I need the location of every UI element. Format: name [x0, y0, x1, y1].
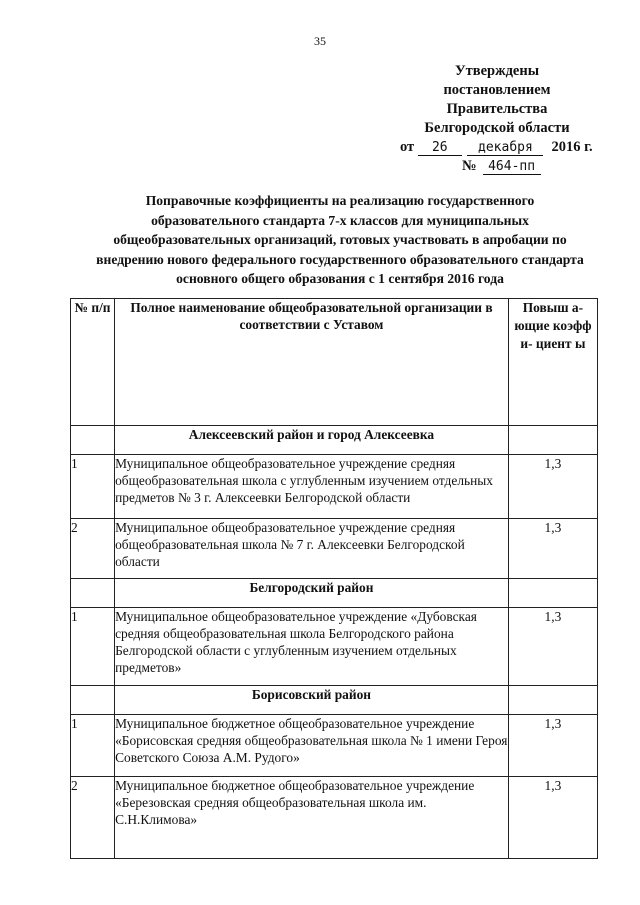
region-name: Алексеевский район и город Алексеевка	[115, 426, 509, 455]
region-name: Борисовский район	[115, 686, 509, 715]
approval-line-2: постановлением	[443, 82, 551, 98]
approval-number	[392, 157, 602, 176]
row-number: 2	[71, 777, 115, 859]
table-row	[71, 608, 598, 686]
organization-name: Муниципальное бюджетное общеобразовательное учреждение «Борисовская средняя общеобразовательная школа № 1 имени Героя Советского Союза А.М. Рудого»	[115, 715, 509, 777]
approval-line-4: Белгородской области	[424, 120, 570, 136]
approval-block	[392, 62, 602, 176]
coefficient-value: 1,3	[508, 715, 597, 777]
region-row	[71, 579, 598, 608]
approval-line-3: Правительства	[446, 101, 548, 117]
table-row	[71, 455, 598, 519]
table-row	[71, 777, 598, 859]
organization-name: Муниципальное бюджетное общеобразовательное учреждение «Березовская средняя общеобразовательная школа им. С.Н.Климова»	[115, 777, 509, 859]
region-name: Белгородский район	[115, 579, 509, 608]
header-coefficient: Повыш а- ющие коэфф и- циент ы	[508, 299, 597, 426]
table-row	[71, 715, 598, 777]
header-organization-name: Полное наименование общеобразовательной организации в соответствии с Уставом	[115, 299, 509, 426]
page-number: 35	[314, 34, 326, 48]
coefficient-value: 1,3	[508, 519, 597, 579]
coefficient-value: 1,3	[508, 608, 597, 686]
date-month: декабря	[467, 140, 543, 156]
row-number: 1	[71, 608, 115, 686]
region-row	[71, 426, 598, 455]
approval-line-1: Утверждены	[454, 63, 540, 79]
coefficients-table	[70, 298, 598, 859]
header-number: № п/п	[71, 299, 115, 426]
number-prefix: №	[462, 158, 477, 174]
organization-name: Муниципальное общеобразовательное учреждение средняя общеобразовательная школа № 7 г. Алексеевки Белгородской области	[115, 519, 509, 579]
row-number: 1	[71, 455, 115, 519]
document-title: Поправочные коэффициенты на реализацию государственного образовательного стандарта 7-х классов для муниципальных общеобразовательных организаций, готовых участвовать в апробации по внедрению нового федерального государственного образовательного стандарта основного общего образования с 1 сентября 2016 года	[96, 193, 584, 286]
date-year: 2016 г.	[551, 139, 593, 155]
table-header-row	[71, 299, 598, 426]
approval-date	[392, 138, 602, 157]
date-day: 26	[418, 140, 462, 156]
coefficient-value: 1,3	[508, 455, 597, 519]
row-number: 1	[71, 715, 115, 777]
region-row	[71, 686, 598, 715]
row-number: 2	[71, 519, 115, 579]
coefficient-value: 1,3	[508, 777, 597, 859]
organization-name: Муниципальное общеобразовательное учреждение «Дубовская средняя общеобразовательная школа Белгородского района Белгородской области с углубленным изучением отдельных предметов»	[115, 608, 509, 686]
date-prefix: от	[400, 139, 415, 155]
number-value: 464-пп	[483, 159, 541, 175]
organization-name: Муниципальное общеобразовательное учреждение средняя общеобразовательная школа с углубленным изучением отдельных предметов № 3 г. Алексеевки Белгородской области	[115, 455, 509, 519]
table-row	[71, 519, 598, 579]
